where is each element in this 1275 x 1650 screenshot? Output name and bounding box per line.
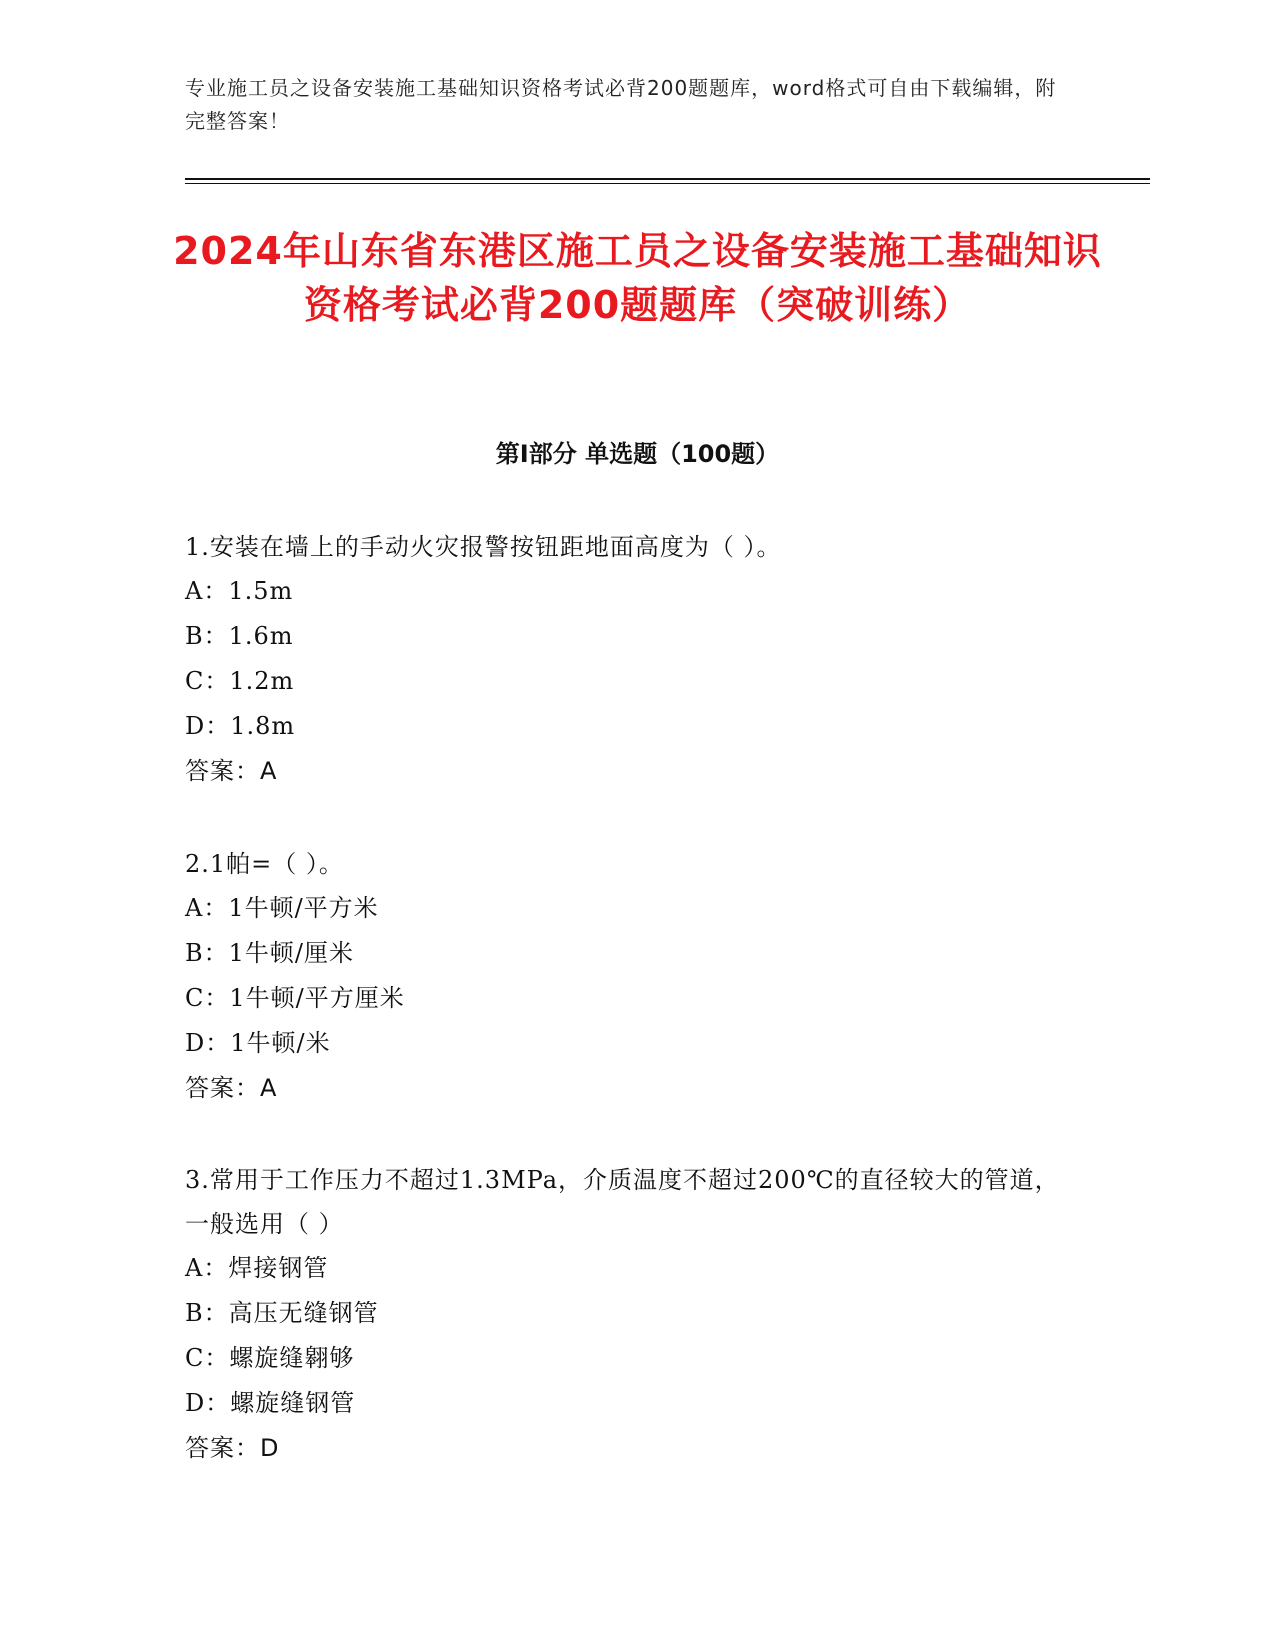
question-block (185, 842, 1065, 1111)
option-c: C：螺旋缝翱够 (185, 1344, 355, 1372)
option-a: A：1.5m (185, 577, 294, 605)
answer-line: 答案：A (185, 757, 278, 785)
option-b: B：高压无缝钢管 (185, 1299, 379, 1327)
question-block (185, 525, 1065, 794)
answer-line: 答案：D (185, 1434, 280, 1462)
section-title: 第I部分 单选题（100题） (495, 440, 780, 468)
question-stem: 3.常用于工作压力不超过1.3MPa，介质温度不超过200℃的直径较大的管道，一般选用（ ） (185, 1166, 1060, 1238)
option-a: A：焊接钢管 (185, 1254, 329, 1282)
header-note: 专业施工员之设备安装施工基础知识资格考试必背200题题库，word格式可自由下载编辑，附完整答案！ (185, 76, 1057, 133)
question-block (185, 1158, 1065, 1471)
header-rule-thin (185, 183, 1150, 184)
option-c: C：1牛顿/平方厘米 (185, 984, 405, 1012)
option-a: A：1牛顿/平方米 (185, 894, 379, 922)
answer-line: 答案：A (185, 1074, 278, 1102)
option-b: B：1.6m (185, 622, 294, 650)
document-title: 2024年山东省东港区施工员之设备安装施工基础知识资格考试必背200题题库（突破训练） (173, 229, 1102, 327)
option-b: B：1牛顿/厘米 (185, 939, 354, 967)
option-d: D：1.8m (185, 712, 296, 740)
question-stem: 1.安装在墙上的手动火灾报警按钮距地面高度为（ ）。 (185, 533, 782, 561)
question-stem: 2.1帕=（ ）。 (185, 850, 344, 878)
option-d: D：1牛顿/米 (185, 1029, 331, 1057)
header-rule-thick (185, 178, 1150, 180)
option-c: C：1.2m (185, 667, 295, 695)
option-d: D：螺旋缝钢管 (185, 1389, 356, 1417)
